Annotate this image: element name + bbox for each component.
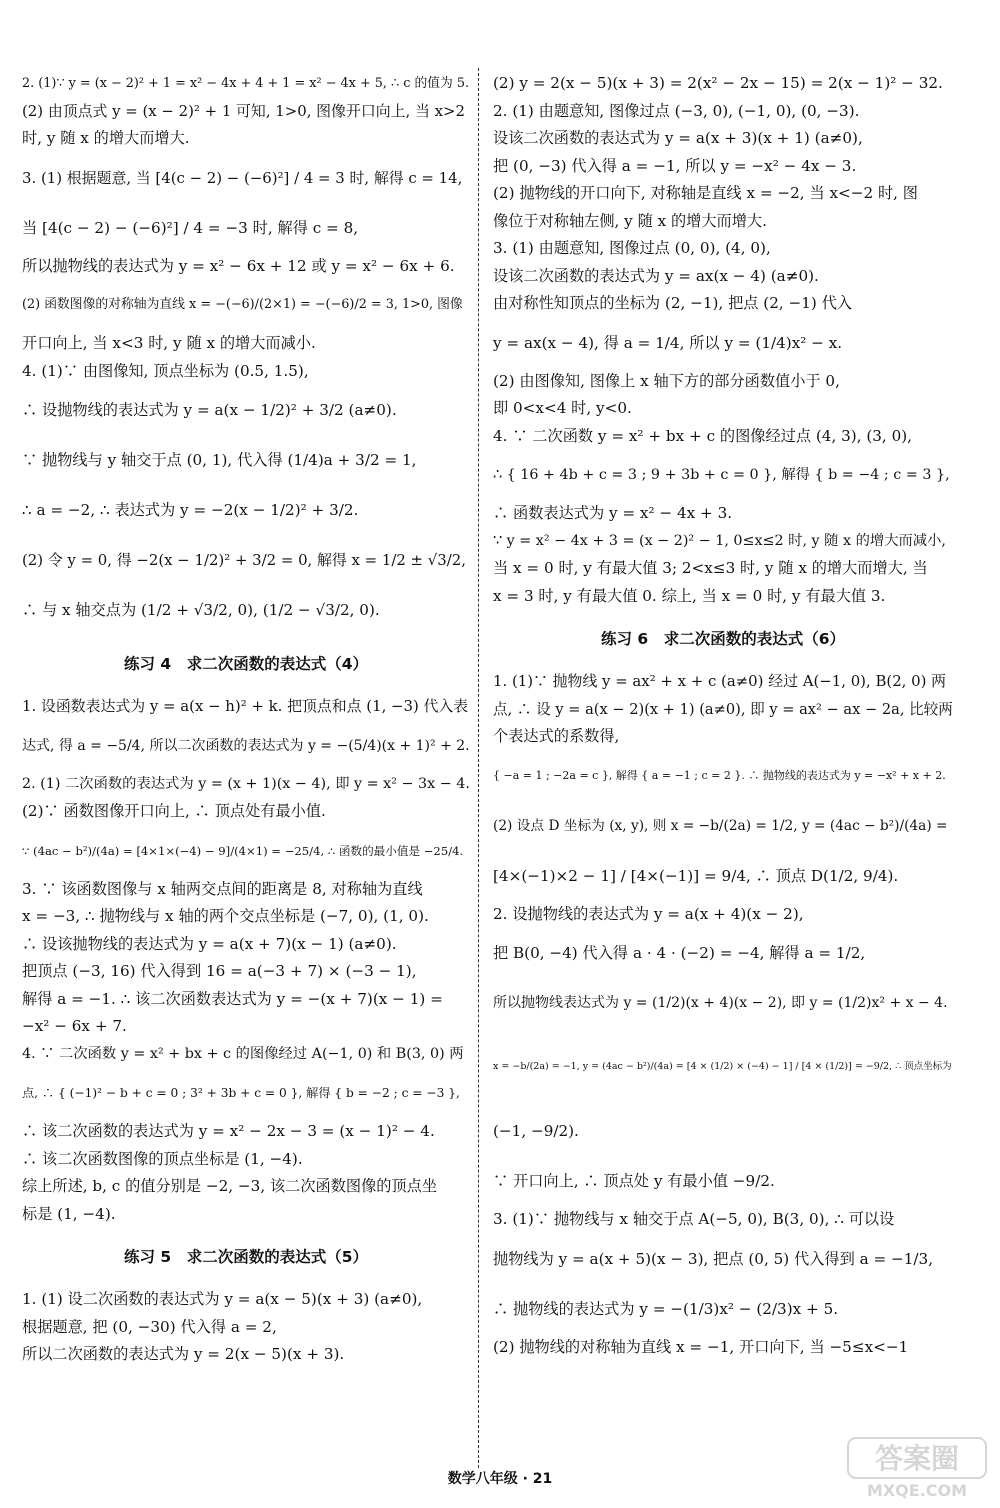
answer-line: 把 (0, −3) 代入得 a = −1, 所以 y = −x² − 4x − 3.: [493, 156, 857, 175]
answer-line: ∴ 与 x 轴交点为 (1/2 + √3/2, 0), (1/2 − √3/2, 0).: [22, 601, 380, 619]
section-heading: 练习 6 求二次函数的表达式（6）: [601, 630, 845, 648]
answer-line: 所以抛物线的表达式为 y = x² − 6x + 12 或 y = x² − 6x + 6.: [22, 256, 455, 275]
answer-line: x = −b/(2a) = −1, y = (4ac − b²)/(4a) = [4 × (1/2) × (−4) − 1] / [4 × (1/2)] = −9/2, ∴ 顶点坐标为: [493, 1061, 952, 1072]
answer-line: 根据题意, 把 (0, −30) 代入得 a = 2,: [22, 1317, 277, 1336]
answer-line: 点, ∴ 设 y = a(x − 2)(x + 1) (a≠0), 即 y = ax² − ax − 2a, 比较两: [493, 700, 953, 718]
answer-line: x = −3, ∴ 抛物线与 x 轴的两个交点坐标是 (−7, 0), (1, 0).: [22, 907, 429, 925]
watermark-logo: [846, 1436, 988, 1502]
answer-line: ∵ 开口向上, ∴ 顶点处 y 有最小值 −9/2.: [493, 1172, 775, 1190]
section-heading: 练习 4 求二次函数的表达式（4）: [124, 655, 368, 673]
answer-line: 1. 设函数表达式为 y = a(x − h)² + k. 把顶点和点 (1, −3) 代入表: [22, 697, 469, 715]
answer-line: ∴ 该二次函数的表达式为 y = x² − 2x − 3 = (x − 1)² − 4.: [22, 1122, 435, 1140]
answer-line: 设该二次函数的表达式为 y = a(x + 3)(x + 1) (a≠0),: [493, 129, 863, 147]
page-footer: 数学八年级 · 21: [447, 1471, 553, 1487]
section-heading: 练习 5 求二次函数的表达式（5）: [124, 1248, 368, 1266]
answer-line: 像位于对称轴左侧, y 随 x 的增大而增大.: [493, 211, 767, 230]
answer-line: 所以抛物线表达式为 y = (1/2)(x + 4)(x − 2), 即 y = (1/2)x² + x − 4.: [493, 995, 948, 1011]
answer-line: 即 0<x<4 时, y<0.: [493, 399, 632, 417]
answer-line: 3. (1)∵ 抛物线与 x 轴交于点 A(−5, 0), B(3, 0), ∴ 可以设: [493, 1210, 895, 1228]
svg-text:答案圈: 答案圈: [874, 1442, 960, 1475]
column-divider: [478, 68, 479, 1468]
answer-line: (2) 由图像知, 图像上 x 轴下方的部分函数值小于 0,: [493, 371, 840, 390]
answer-line: 4. (1)∵ 由图像知, 顶点坐标为 (0.5, 1.5),: [22, 361, 309, 380]
answer-line: ∵ 抛物线与 y 轴交于点 (0, 1), 代入得 (1/4)a + 3/2 = 1,: [22, 451, 417, 469]
answer-line: (−1, −9/2).: [493, 1122, 579, 1140]
answer-line: 2. (1) 二次函数的表达式为 y = (x + 1)(x − 4), 即 y = x² − 3x − 4.: [22, 775, 470, 792]
answer-line: 1. (1)∵ 抛物线 y = ax² + x + c (a≠0) 经过 A(−1, 0), B(2, 0) 两: [493, 672, 947, 690]
answer-line: ∴ 设该抛物线的表达式为 y = a(x + 7)(x − 1) (a≠0).: [22, 934, 397, 953]
answer-line: 由对称性知顶点的坐标为 (2, −1), 把点 (2, −1) 代入: [493, 294, 853, 312]
answer-line: (2) 抛物线的开口向下, 对称轴是直线 x = −2, 当 x<−2 时, 图: [493, 184, 918, 202]
answer-line: 当 [4(c − 2) − (−6)²] / 4 = −3 时, 解得 c = 8,: [22, 218, 359, 237]
answer-line: 所以二次函数的表达式为 y = 2(x − 5)(x + 3).: [22, 1345, 345, 1363]
answer-line: 开口向上, 当 x<3 时, y 随 x 的增大而减小.: [22, 334, 316, 352]
answer-line: −x² − 6x + 7.: [22, 1017, 127, 1035]
answer-line: ∵ y = x² − 4x + 3 = (x − 2)² − 1, 0≤x≤2 时, y 随 x 的增大而减小,: [493, 532, 946, 549]
answer-line: ∴ a = −2, ∴ 表达式为 y = −2(x − 1/2)² + 3/2.: [22, 501, 359, 519]
svg-text:MXQE.COM: MXQE.COM: [866, 1481, 968, 1500]
answer-line: 把 B(0, −4) 代入得 a · 4 · (−2) = −4, 解得 a = 1/2,: [493, 944, 866, 962]
answer-line: ∴ 该二次函数图像的顶点坐标是 (1, −4).: [22, 1149, 303, 1168]
answer-line: 3. ∵ 该函数图像与 x 轴两交点间的距离是 8, 对称轴为直线: [22, 879, 423, 898]
answer-line: 解得 a = −1. ∴ 该二次函数表达式为 y = −(x + 7)(x − 1) =: [22, 989, 443, 1008]
answer-line: 当 x = 0 时, y 有最大值 3; 2<x≤3 时, y 随 x 的增大而增大, 当: [493, 559, 928, 577]
answer-line: 3. (1) 由题意知, 图像过点 (0, 0), (4, 0),: [493, 239, 771, 257]
answer-line: ∵ (4ac − b²)/(4a) = [4×1×(−4) − 9]/(4×1) = −25/4, ∴ 函数的最小值是 −25/4.: [22, 843, 464, 858]
answer-line: 3. (1) 根据题意, 当 [4(c − 2) − (−6)²] / 4 = 3 时, 解得 c = 14,: [22, 168, 463, 187]
answer-line: ∴ { 16 + 4b + c = 3 ; 9 + 3b + c = 0 }, 解得 { b = −4 ; c = 3 },: [493, 467, 950, 483]
answer-line: 点, ∴ { (−1)² − b + c = 0 ; 3² + 3b + c = 0 }, 解得 { b = −2 ; c = −3 },: [22, 1086, 460, 1100]
answer-line: (2) 抛物线的对称轴为直线 x = −1, 开口向下, 当 −5≤x<−1: [493, 1337, 909, 1356]
answer-line: (2) 设点 D 坐标为 (x, y), 则 x = −b/(2a) = 1/2, y = (4ac − b²)/(4a) =: [493, 817, 948, 834]
answer-line: (2) y = 2(x − 5)(x + 3) = 2(x² − 2x − 15) = 2(x − 1)² − 32.: [493, 74, 943, 92]
answer-line: (2) 函数图像的对称轴为直线 x = −(−6)/(2×1) = −(−6)/2 = 3, 1>0, 图像: [22, 297, 463, 312]
answer-line: 达式, 得 a = −5/4, 所以二次函数的表达式为 y = −(5/4)(x + 1)² + 2.: [22, 737, 470, 754]
answer-line: [4×(−1)×2 − 1] / [4×(−1)] = 9/4, ∴ 顶点 D(1/2, 9/4).: [493, 866, 899, 885]
answer-line: 4. ∵ 二次函数 y = x² + bx + c 的图像经过 A(−1, 0) 和 B(3, 0) 两: [22, 1045, 464, 1062]
answer-line: 2. (1)∵ y = (x − 2)² + 1 = x² − 4x + 4 + 1 = x² − 4x + 5, ∴ c 的值为 5.: [22, 76, 470, 91]
left-column: [22, 70, 470, 1369]
answer-line: 标是 (1, −4).: [22, 1204, 116, 1223]
answer-line: ∴ 函数表达式为 y = x² − 4x + 3.: [493, 504, 733, 522]
answer-line: { −a = 1 ; −2a = c }, 解得 { a = −1 ; c = 2 }. ∴ 抛物线的表达式为 y = −x² + x + 2.: [493, 768, 946, 782]
answer-line: (2)∵ 函数图像开口向上, ∴ 顶点处有最小值.: [22, 802, 326, 820]
answer-line: y = ax(x − 4), 得 a = 1/4, 所以 y = (1/4)x² − x.: [493, 333, 843, 352]
answer-line: (2) 令 y = 0, 得 −2(x − 1/2)² + 3/2 = 0, 解得 x = 1/2 ± √3/2,: [22, 551, 466, 569]
answer-line: x = 3 时, y 有最大值 0. 综上, 当 x = 0 时, y 有最大值 3.: [493, 586, 886, 605]
answer-line: 2. 设抛物线的表达式为 y = a(x + 4)(x − 2),: [493, 904, 804, 923]
answer-line: 4. ∵ 二次函数 y = x² + bx + c 的图像经过点 (4, 3), (3, 0),: [493, 426, 913, 445]
answer-line: 2. (1) 由题意知, 图像过点 (−3, 0), (−1, 0), (0, −3).: [493, 101, 860, 120]
answer-line: ∴ 设抛物线的表达式为 y = a(x − 1/2)² + 3/2 (a≠0).: [22, 401, 397, 419]
right-column: [493, 70, 953, 1361]
answer-line: (2) 由顶点式 y = (x − 2)² + 1 可知, 1>0, 图像开口向上, 当 x>2: [22, 101, 465, 120]
answer-line: 个表达式的系数得,: [493, 727, 620, 745]
answer-line: ∴ 抛物线的表达式为 y = −(1/3)x² − (2/3)x + 5.: [493, 1299, 839, 1318]
answer-line: 设该二次函数的表达式为 y = ax(x − 4) (a≠0).: [493, 266, 819, 285]
answer-line: 1. (1) 设二次函数的表达式为 y = a(x − 5)(x + 3) (a≠0),: [22, 1290, 423, 1308]
answer-line: 抛物线为 y = a(x + 5)(x − 3), 把点 (0, 5) 代入得到 a = −1/3,: [493, 1249, 934, 1268]
answer-line: 综上所述, b, c 的值分别是 −2, −3, 该二次函数图像的顶点坐: [22, 1177, 438, 1195]
answer-line: 把顶点 (−3, 16) 代入得到 16 = a(−3 + 7) × (−3 − 1),: [22, 962, 417, 980]
answer-line: 时, y 随 x 的增大而增大.: [22, 129, 190, 147]
